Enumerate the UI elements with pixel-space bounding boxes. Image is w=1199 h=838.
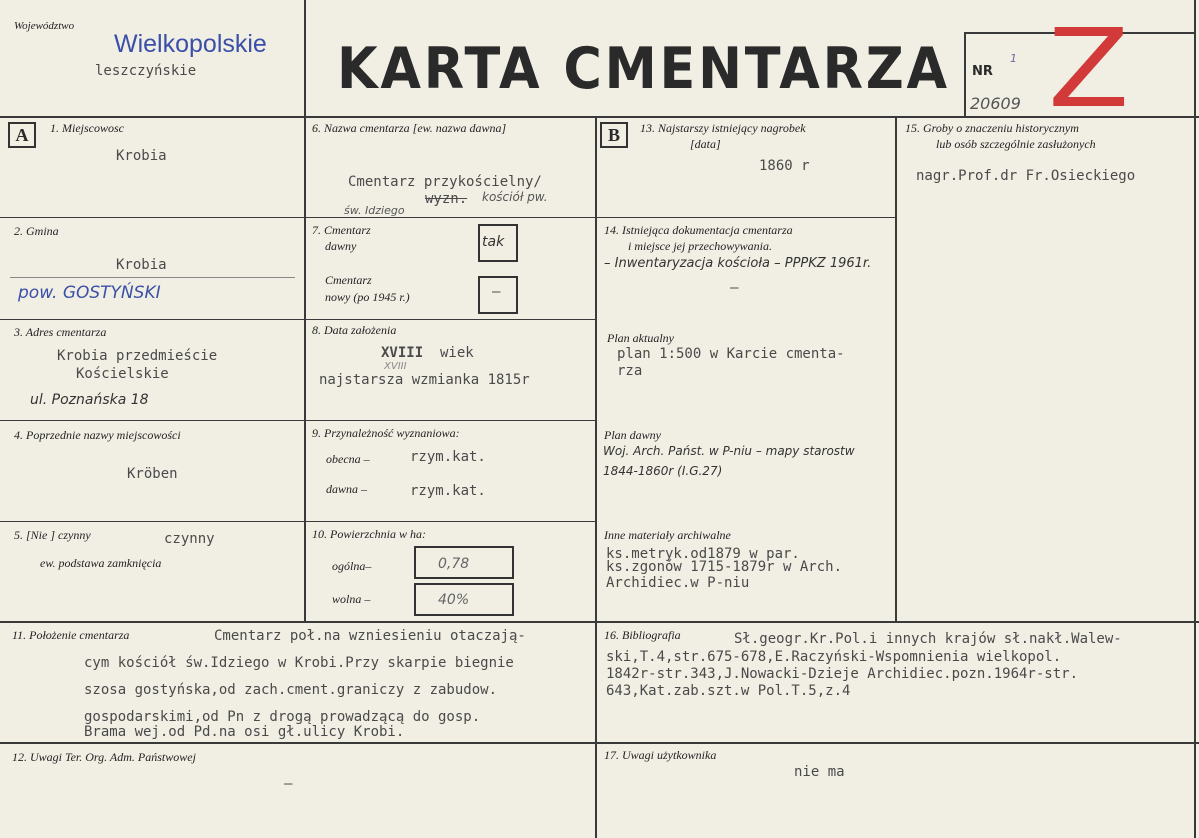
dawny-value: tak — [482, 234, 505, 250]
wolna-box — [414, 583, 514, 616]
field-15-label1: 15. Groby o znaczeniu historycznym — [905, 121, 1079, 135]
field-8-line2: najstarsza wzmianka 1815r — [319, 372, 530, 388]
nr-label: NR — [972, 64, 993, 79]
wolna-value: 40% — [438, 592, 470, 608]
field-11-line4: gospodarskimi,od Pn z drogą prowadzącą do gosp. — [84, 709, 481, 725]
field-13-value: 1860 r — [759, 158, 810, 174]
plan-aktualny-label: Plan aktualny — [607, 331, 674, 345]
field-11-line3: szosa gostyńska,od zach.cment.graniczy z zabudow. — [84, 682, 498, 698]
nr-small: 1 — [1010, 52, 1017, 65]
field-9-label: 9. Przynależność wyznaniowa: — [312, 426, 460, 440]
divider — [595, 116, 597, 838]
divider — [304, 0, 306, 622]
field-16-line3: 1842r-str.343,J.Nowacki-Dzieje Archidiec.pozn.1964r-str. — [606, 666, 1079, 682]
field-8-hand: XVIII — [384, 361, 407, 372]
field-6-struck: wyzn. — [425, 191, 468, 207]
field-14-dash: — — [730, 280, 739, 296]
nowy-value: – — [492, 284, 501, 300]
nowy-checkbox — [478, 276, 518, 314]
ogolna-value: 0,78 — [438, 556, 470, 572]
obecna-value: rzym.kat. — [410, 449, 486, 465]
divider — [895, 116, 897, 622]
dawna-value: rzym.kat. — [410, 483, 486, 499]
field-11-line1: Cmentarz poł.na wzniesieniu otaczają- — [214, 628, 526, 644]
obecna-label: obecna – — [326, 452, 370, 466]
ogolna-label: ogólna– — [332, 559, 372, 573]
section-a-label: A — [8, 122, 36, 148]
divider — [0, 621, 1199, 623]
field-6-hand1: kościół pw. — [482, 190, 548, 204]
field-13-label1: 13. Najstarszy istniejący nagrobek — [640, 121, 806, 135]
wojewodztwo-label: Województwo — [14, 20, 75, 32]
field-16-label: 16. Bibliografia — [604, 628, 681, 642]
divider — [596, 217, 896, 218]
field-3-line2: Kościelskie — [76, 366, 169, 382]
plan-dawny-line2: 1844-1860r (I.G.27) — [603, 464, 723, 478]
divider — [0, 116, 1199, 118]
field-16-line2: ski,T.4,str.675-678,E.Raczyński-Wspomnienia wielkopol. — [606, 649, 1062, 665]
field-2-value: Krobia — [116, 257, 167, 273]
ogolna-box — [414, 546, 514, 579]
wojewodztwo-stamp: Wielkopolskie — [114, 30, 267, 58]
inne-line3: Archidiec.w P-niu — [606, 575, 750, 591]
field-3-hand: ul. Poznańska 18 — [30, 392, 149, 408]
field-14-hand: – Inwentaryzacja kościoła – PPPKZ 1961r. — [604, 256, 872, 271]
field-7-label3: Cmentarz — [325, 273, 372, 287]
field-11-line2: cym kościół św.Idziego w Krobi.Przy skarpie biegnie — [84, 655, 514, 671]
field-16-line1: Sł.geogr.Kr.Pol.i innych krajów sł.nakł.Walew- — [734, 631, 1122, 647]
field-11-label: 11. Położenie cmentarza — [12, 628, 130, 642]
field-8-label: 8. Data założenia — [312, 323, 397, 337]
field-3-line1: Krobia przedmieście — [57, 348, 218, 364]
field-7-label4: nowy (po 1945 r.) — [325, 290, 410, 304]
field-5-sub: ew. podstawa zamknięcia — [40, 556, 162, 570]
inne-line2: ks.zgonów 1715-1879r w Arch. — [606, 559, 843, 575]
field-5-value: czynny — [164, 531, 215, 547]
field-12-label: 12. Uwagi Ter. Org. Adm. Państwowej — [12, 750, 196, 764]
field-1-label: 1. Miejscowosc — [50, 121, 124, 135]
field-14-label2: i miejsce jej przechowywania. — [628, 239, 772, 253]
wolna-label: wolna – — [332, 592, 371, 606]
divider — [0, 742, 1199, 744]
divider — [0, 217, 596, 218]
nr-value: 20609 — [970, 94, 1021, 113]
field-8-wiek: wiek — [440, 345, 474, 361]
field-6-value: Cmentarz przykościelny/ — [348, 174, 542, 190]
field-2-label: 2. Gmina — [14, 224, 59, 238]
divider — [10, 277, 295, 278]
field-5-label: 5. [Nie ] czynny — [14, 528, 91, 542]
field-1-value: Krobia — [116, 148, 167, 164]
nr-box-left — [964, 32, 966, 116]
field-15-value: nagr.Prof.dr Fr.Osieckiego — [916, 168, 1136, 184]
dawna-label: dawna – — [326, 482, 368, 496]
divider — [0, 521, 596, 522]
field-7-label2: dawny — [325, 239, 357, 253]
card-title: KARTA CMENTARZA — [337, 36, 950, 102]
field-17-value: nie ma — [794, 764, 845, 780]
field-4-label: 4. Poprzednie nazwy miejscowości — [14, 428, 181, 442]
powiat-typed: leszczyńskie — [95, 63, 197, 79]
field-6-hand2: św. Idziego — [344, 204, 405, 217]
plan-dawny-label: Plan dawny — [604, 428, 661, 442]
field-7-label: 7. Cmentarz — [312, 223, 371, 237]
field-15-label2: lub osób szczególnie zasłużonych — [936, 137, 1096, 151]
inne-materialy-label: Inne materiały archiwalne — [604, 528, 731, 542]
dawny-checkbox — [478, 224, 518, 262]
inne-line1: ks.metryk.od1879 w par. — [606, 546, 800, 562]
field-10-label: 10. Powierzchnia w ha: — [312, 527, 426, 541]
divider — [0, 319, 596, 320]
field-11-line5: Brama wej.od Pd.na osi gł.ulicy Krobi. — [84, 724, 405, 740]
section-b-label: B — [600, 122, 628, 148]
field-6-label: 6. Nazwa cmentarza [ew. nazwa dawna] — [312, 121, 507, 135]
field-14-label1: 14. Istniejąca dokumentacja cmentarza — [604, 223, 793, 237]
field-16-line4: 643,Kat.zab.szt.w Pol.T.5,z.4 — [606, 683, 851, 699]
field-8-century: XVIII — [381, 345, 424, 361]
field-12-value: — — [284, 776, 293, 792]
plan-aktualny-line2: rza — [617, 363, 643, 379]
field-2-hand: pow. GOSTYŃSKI — [18, 283, 161, 303]
divider — [1194, 0, 1196, 838]
plan-dawny-line1: Woj. Arch. Państ. w P-niu – mapy starostw — [603, 444, 855, 458]
field-13-label2: [data] — [690, 137, 721, 151]
field-17-label: 17. Uwagi użytkownika — [604, 748, 717, 762]
red-z-mark: Z — [1048, 7, 1130, 132]
divider — [0, 420, 596, 421]
field-3-label: 3. Adres cmentarza — [14, 325, 107, 339]
field-4-value: Kröben — [127, 466, 178, 482]
plan-aktualny-line1: plan 1:500 w Karcie cmenta- — [617, 346, 845, 362]
